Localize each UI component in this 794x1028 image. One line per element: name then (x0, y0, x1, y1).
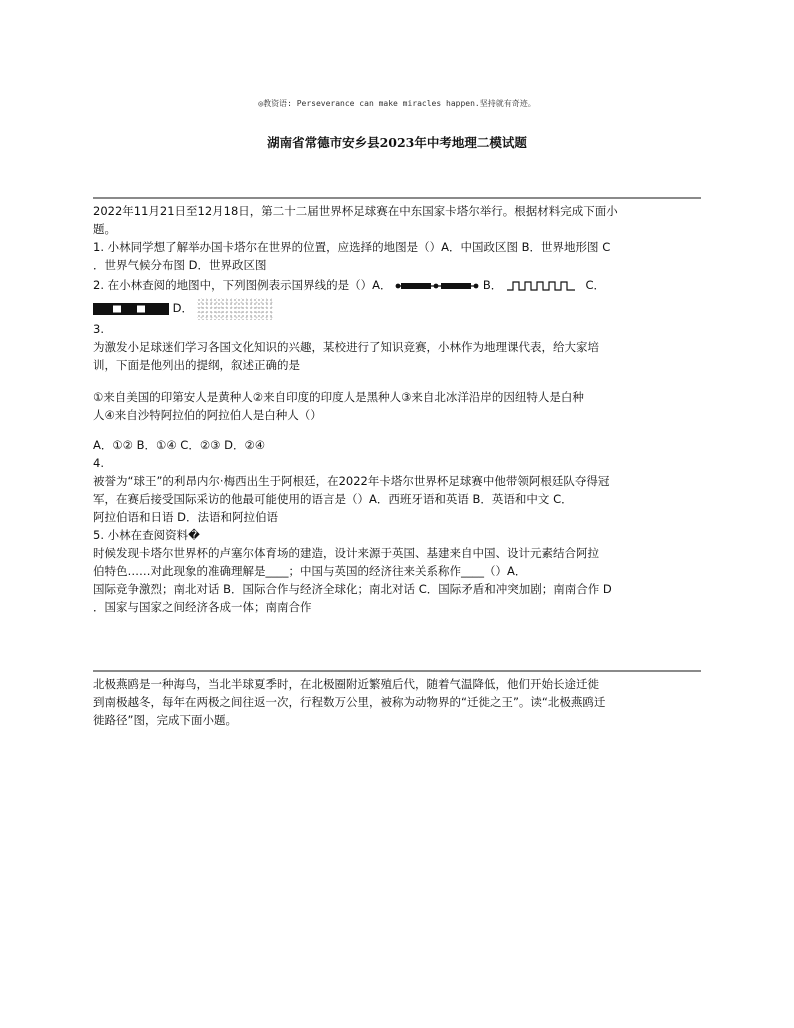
question-1-line: 1. 小林同学想了解举办国卡塔尔在世界的位置，应选择的地图是（）A．中国政区图 B．世界地形图 C (93, 240, 611, 254)
legend-c-icon (93, 302, 169, 316)
intro-line: 题。 (93, 222, 116, 236)
question-4-line: 军，在赛后接受国际采访的他最可能使用的语言是（）A．西班牙语和英语 B．英语和中文 C． (93, 492, 573, 506)
legend-a-icon (395, 280, 479, 292)
question-5-line: 时候发现卡塔尔世界杯的卢塞尔体育场的建造，设计来源于英国、基建来自中国、设计元素结合阿拉 (93, 546, 599, 560)
question-group-2 (93, 675, 703, 729)
question-3-options: A．①② B．①④ C．②③ D．②④ (93, 438, 266, 452)
option-c-label: C． (585, 278, 606, 292)
question-group-1 (93, 202, 703, 616)
header-motto: ◎教资语: Perseverance can make miracles happen.坚持就有奇迹。 (258, 99, 536, 108)
option-d-label: D． (172, 301, 194, 315)
question-2-line (93, 274, 703, 296)
page-title: 湖南省常德市安乡县2023年中考地理二模试题 (267, 135, 527, 150)
question-3-line: 训，下面是他列出的提纲，叙述正确的是 (93, 358, 300, 372)
question-4-line: 阿拉伯语和日语 D．法语和阿拉伯语 (93, 510, 279, 524)
intro-line: 北极燕鸥是一种海鸟，当北半球夏季时，在北极圈附近繁殖后代，随着气温降低，他们开始长途迁徙 (93, 677, 599, 691)
question-5-line: 国际竞争激烈；南北对话 B．国际合作与经济全球化；南北对话 C．国际矛盾和冲突加剧；南南合作 D (93, 582, 612, 596)
question-2-stem: 2. 在小林查阅的地图中，下列图例表示国界线的是（）A． (93, 278, 392, 292)
question-3-items: 人④来自沙特阿拉伯的阿拉伯人是白种人（） (93, 408, 322, 422)
intro-line: 徙路径”图，完成下面小题。 (93, 713, 237, 727)
legend-b-icon (506, 280, 576, 292)
question-1-line: ．世界气候分布图 D．世界政区图 (93, 258, 267, 272)
section-divider (93, 197, 701, 199)
question-3-number: 3. (93, 322, 104, 336)
intro-line: 2022年11月21日至12月18日，第二十二届世界杯足球赛在中东国家卡塔尔举行。根据材料完成下面小 (93, 204, 618, 218)
intro-line: 到南极越冬，每年在两极之间往返一次，行程数万公里，被称为动物界的“迁徙之王”。读“北极燕鸥迁 (93, 695, 606, 709)
question-5-line: 5. 小林在查阅资料� (93, 528, 200, 542)
question-2-line (93, 296, 703, 320)
question-4-line: 被誉为“球王”的利昂内尔·梅西出生于阿根廷，在2022年卡塔尔世界杯足球赛中他带领阿根廷队夺得冠 (93, 474, 610, 488)
question-3-items: ①来自美国的印第安人是黄种人②来自印度的印度人是黑种人③来自北冰洋沿岸的因纽特人是白种 (93, 390, 584, 404)
question-4-number: 4. (93, 456, 104, 470)
question-3-line: 为激发小足球迷们学习各国文化知识的兴趣，某校进行了知识竞赛，小林作为地理课代表，给大家培 (93, 340, 599, 354)
question-5-line: 伯特色……对此现象的准确理解是____；中国与英国的经济往来关系称作____（）A． (93, 564, 527, 578)
question-5-line: ．国家与国家之间经济各成一体；南南合作 (93, 600, 312, 614)
legend-d-icon (197, 298, 273, 320)
option-b-label: B． (482, 278, 503, 292)
section-divider (93, 670, 701, 672)
